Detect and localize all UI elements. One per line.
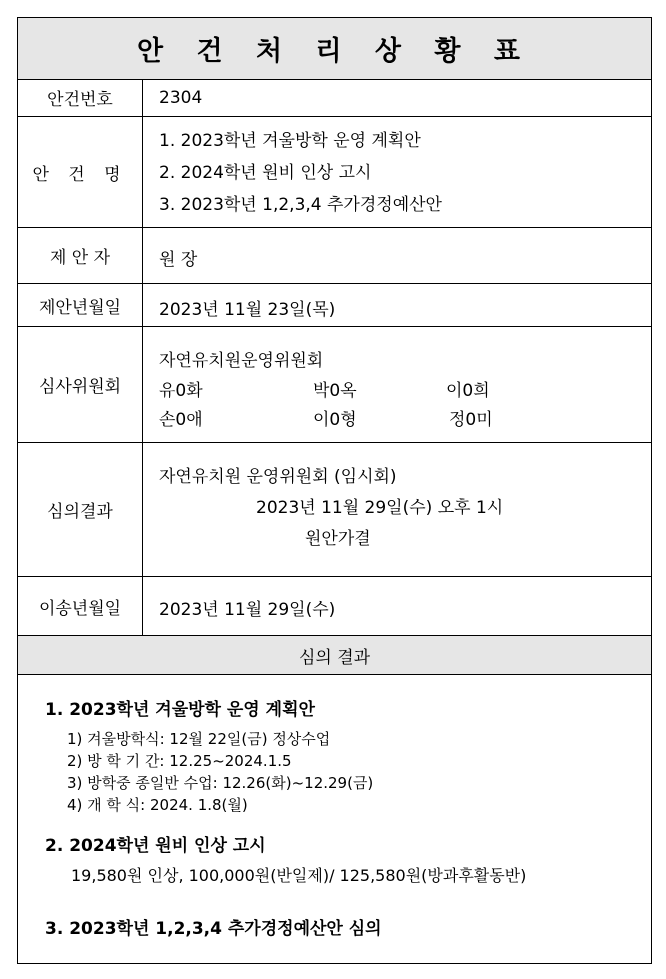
document-frame <box>17 17 652 964</box>
row-agenda-number <box>18 79 651 117</box>
detail-line: 4) 개 학 식: 2024. 1.8(월) <box>67 796 248 814</box>
label-transfer-date: 이송년월일 <box>18 577 143 635</box>
detail-line: 1) 겨울방학식: 12월 22일(금) 정상수업 <box>67 730 331 748</box>
agenda-item: 3. 2023학년 1,2,3,4 추가경정예산안 <box>159 195 442 215</box>
row-review-committee <box>18 327 651 443</box>
detail-heading-2: 2. 2024학년 원비 인상 고시 <box>45 836 266 856</box>
result-datetime: 2023년 11월 29일(수) 오후 1시 <box>256 498 504 518</box>
detail-line: 2) 방 학 기 간: 12.25~2024.1.5 <box>67 752 292 770</box>
detail-heading-3: 3. 2023학년 1,2,3,4 추가경정예산안 심의 <box>45 919 382 939</box>
value-proposal-date: 2023년 11월 23일(목) <box>159 300 336 320</box>
section-title: 심의 결과 <box>18 636 651 675</box>
document-title: 안 건 처 리 상 황 표 <box>18 18 651 80</box>
row-transfer-date <box>18 577 651 636</box>
value-transfer-date: 2023년 11월 29일(수) <box>159 600 336 620</box>
committee-member: 이0형 <box>313 410 357 430</box>
label-agenda-name: 안 건 명 <box>18 117 143 227</box>
committee-member: 유0화 <box>159 381 203 401</box>
value-proposer: 원 장 <box>159 250 198 270</box>
row-proposer <box>18 228 651 284</box>
label-proposal-date: 제안년월일 <box>18 284 143 326</box>
agenda-item: 1. 2023학년 겨울방학 운영 계획안 <box>159 131 421 151</box>
row-deliberation-result <box>18 443 651 577</box>
committee-member: 박0옥 <box>313 381 357 401</box>
committee-member: 정0미 <box>449 410 493 430</box>
label-agenda-number: 안건번호 <box>18 79 143 116</box>
result-committee: 자연유치원 운영위원회 (임시회) <box>159 467 397 487</box>
committee-member: 손0애 <box>159 410 203 430</box>
agenda-item: 2. 2024학년 원비 인상 고시 <box>159 163 372 183</box>
detail-line: 3) 방학중 종일반 수업: 12.26(화)~12.29(금) <box>67 774 374 792</box>
detail-line: 19,580원 인상, 100,000원(반일제)/ 125,580원(방과후활동반) <box>71 866 527 885</box>
label-deliberation-result: 심의결과 <box>18 443 143 576</box>
value-agenda-number: 2304 <box>159 88 203 108</box>
committee-name: 자연유치원운영위원회 <box>159 351 324 371</box>
row-proposal-date <box>18 284 651 327</box>
result-decision: 원안가결 <box>305 529 371 549</box>
detail-heading-1: 1. 2023학년 겨울방학 운영 계획안 <box>45 700 315 720</box>
row-agenda-name <box>18 117 651 228</box>
label-review-committee: 심사위원회 <box>18 327 143 442</box>
committee-member: 이0희 <box>446 381 490 401</box>
label-proposer: 제 안 자 <box>18 228 143 283</box>
